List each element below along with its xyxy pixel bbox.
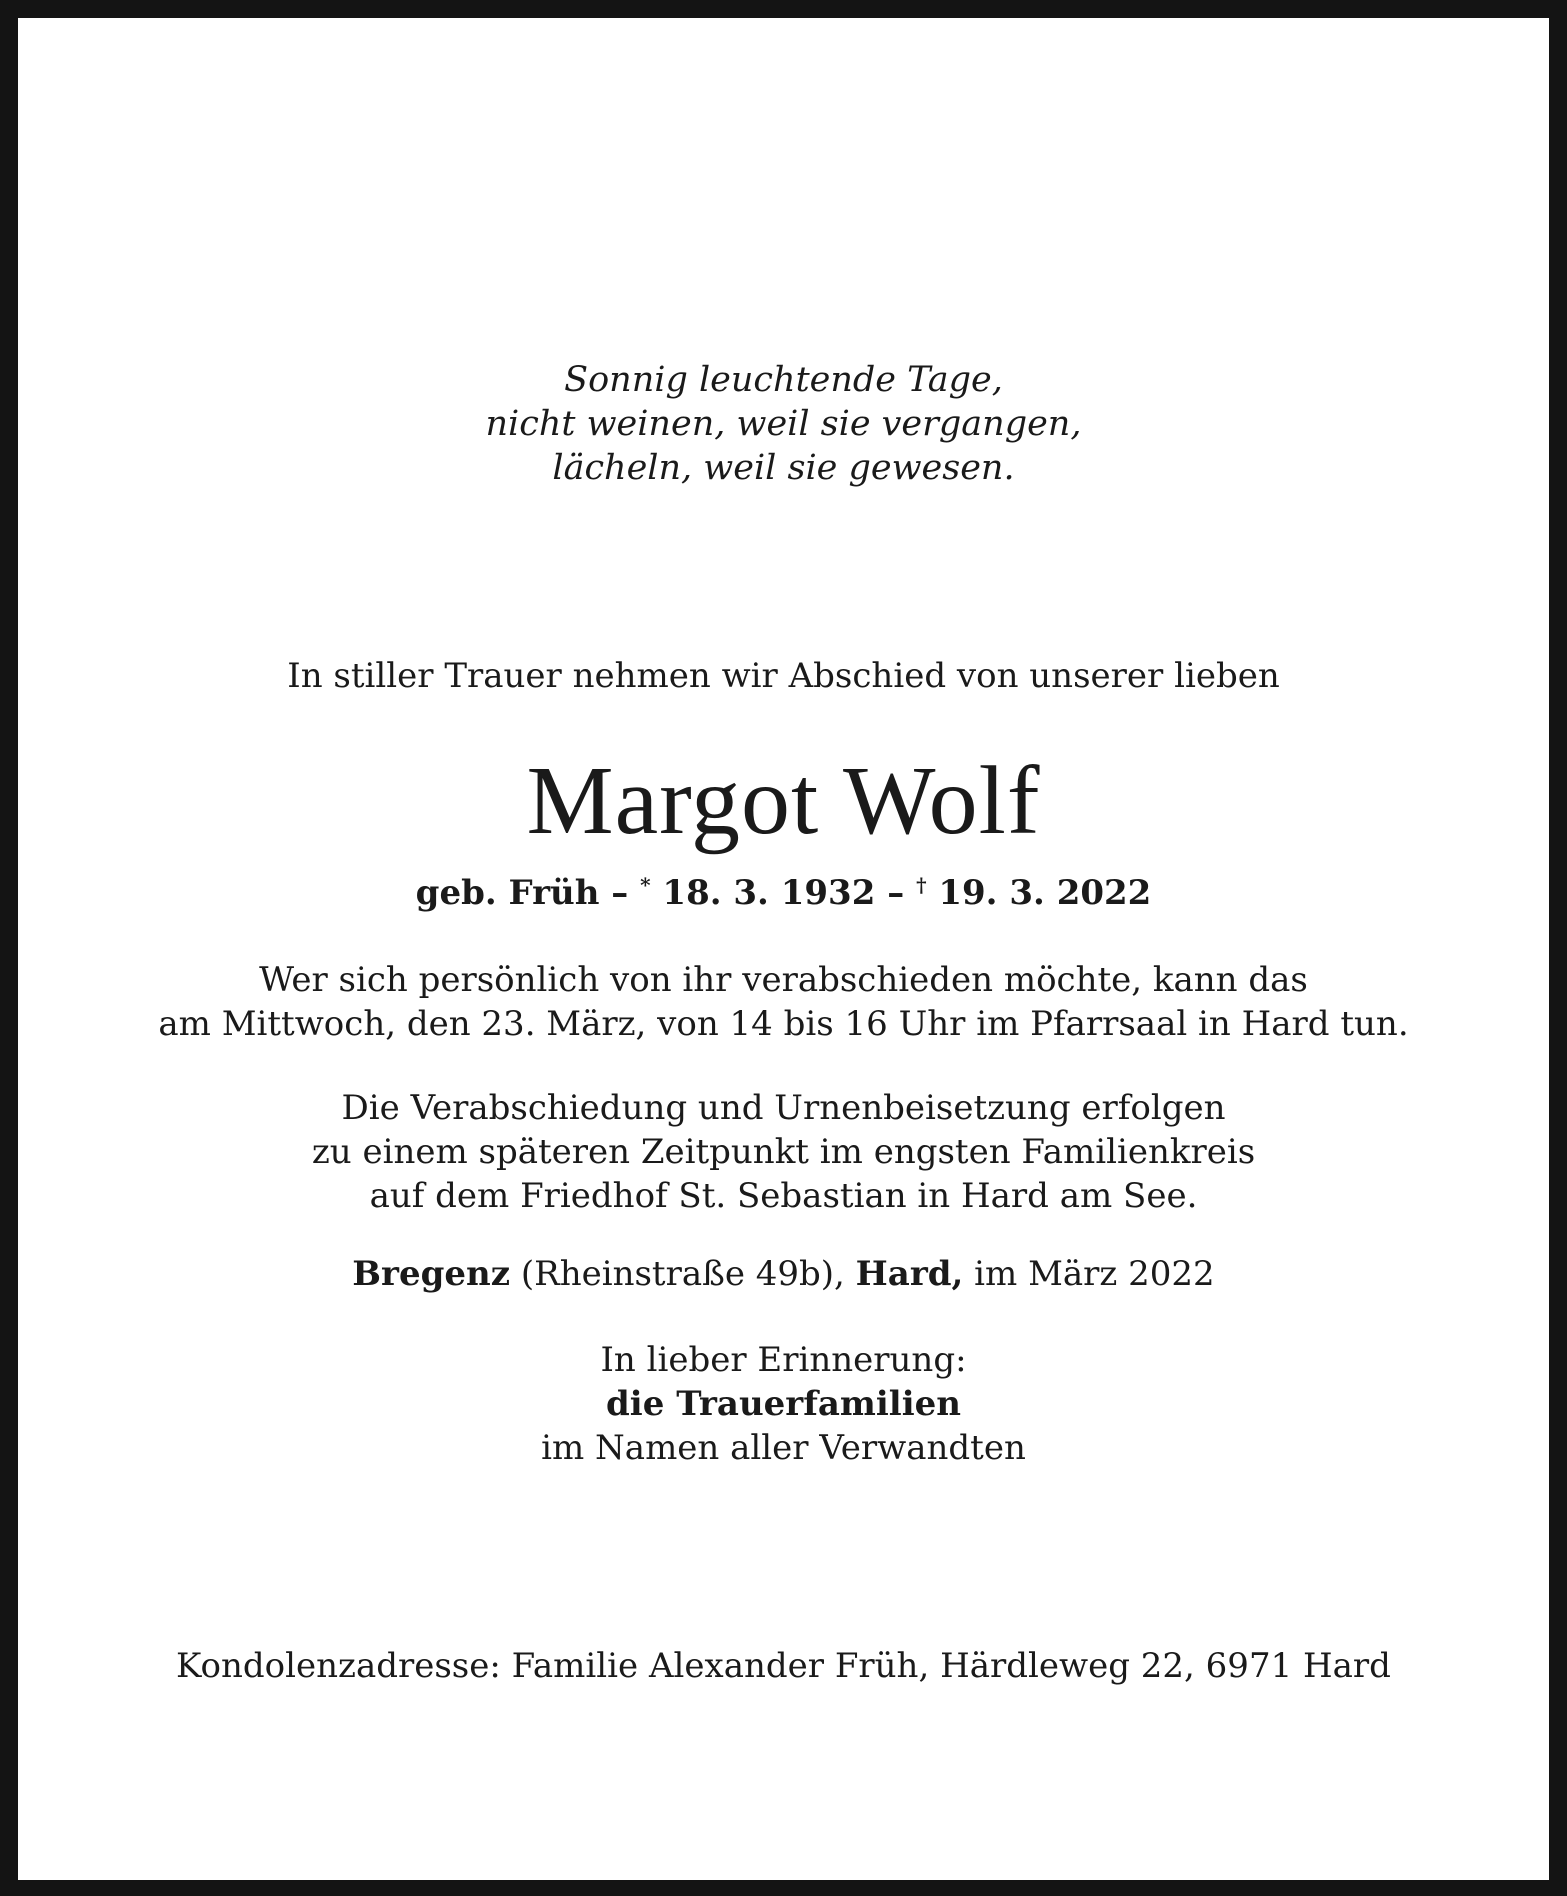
condolence-line: Kondolenzadresse: Familie Alexander Früh, Härdleweg 22, 6971 Hard <box>176 1646 1391 1686</box>
poem <box>36 358 1531 490</box>
place-date-line <box>36 1252 1531 1296</box>
city-hard: Hard, <box>855 1254 964 1294</box>
maiden-name: geb. Früh <box>415 873 600 913</box>
life-dates-line <box>36 870 1531 916</box>
ceremony-line: zu einem späteren Zeitpunkt im engsten Familienkreis <box>311 1132 1256 1172</box>
visitation-info <box>36 958 1531 1046</box>
memory-signature <box>36 1338 1531 1470</box>
ceremony-line: Die Verabschiedung und Urnenbeisetzung erfolgen <box>341 1088 1226 1128</box>
ceremony-line: auf dem Friedhof St. Sebastian in Hard am See. <box>369 1176 1198 1216</box>
dash-separator: – <box>875 873 917 913</box>
birth-star-symbol: * <box>640 873 651 897</box>
date-text: im März 2022 <box>963 1254 1215 1294</box>
poem-line: Sonnig leuchtende Tage, <box>564 360 1003 400</box>
deceased-name <box>36 746 1531 856</box>
ceremony-info <box>36 1086 1531 1218</box>
deceased-name-text: Margot Wolf <box>526 747 1041 855</box>
intro-text <box>36 654 1531 698</box>
death-date: 19. 3. 2022 <box>926 873 1152 913</box>
life-dates <box>36 870 1531 916</box>
place-date <box>36 1252 1531 1296</box>
death-cross-symbol: † <box>916 873 927 897</box>
poem-line: nicht weinen, weil sie vergangen, <box>485 404 1082 444</box>
relatives-line: im Namen aller Verwandten <box>541 1428 1026 1468</box>
visitation-line: Wer sich persönlich von ihr verabschieden möchte, kann das <box>259 960 1308 1000</box>
dash-separator: – <box>599 873 641 913</box>
family-signature: die Trauerfamilien <box>606 1384 961 1424</box>
condolence-address <box>36 1644 1531 1688</box>
visitation-line: am Mittwoch, den 23. März, von 14 bis 16 Uhr im Pfarrsaal in Hard tun. <box>158 1004 1409 1044</box>
intro-line: In stiller Trauer nehmen wir Abschied von unserer lieben <box>287 656 1280 696</box>
city-bregenz: Bregenz <box>352 1254 511 1294</box>
poem-line: lächeln, weil sie gewesen. <box>552 448 1015 488</box>
address-text: (Rheinstraße 49b), <box>510 1254 856 1294</box>
birth-date: 18. 3. 1932 <box>650 873 876 913</box>
memory-line: In lieber Erinnerung: <box>600 1340 967 1380</box>
